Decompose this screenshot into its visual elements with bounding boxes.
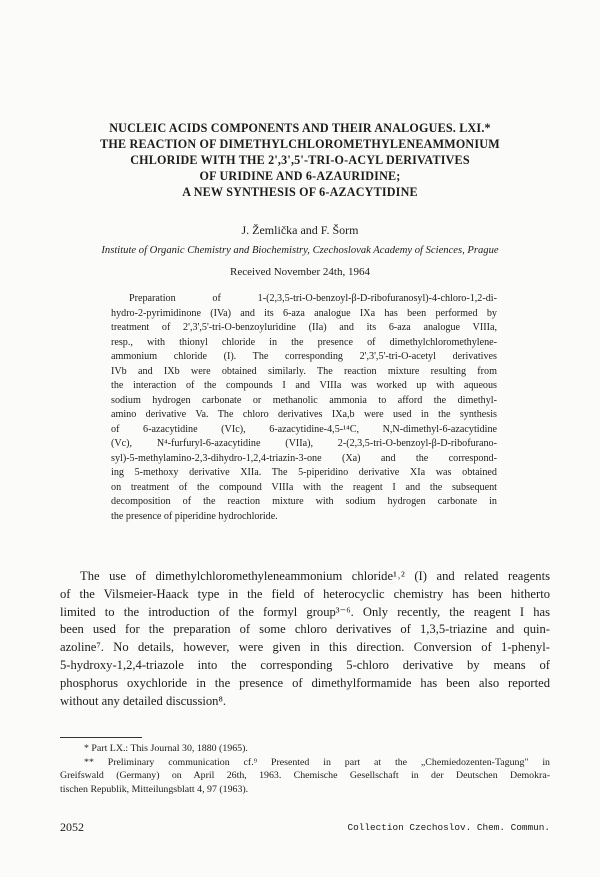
page-number: 2052 (60, 820, 84, 834)
abstract-line: hydro-2-pyrimidinone (IVa) and its 6-aza analogue IXa has been performed by (111, 307, 497, 319)
abstract-line: the interaction of the compounds I and VIIIa was worked up with aqueous (111, 380, 497, 391)
title-line: NUCLEIC ACIDS COMPONENTS AND THEIR ANALOGUES. LXI.* (109, 121, 491, 135)
abstract-line: on treatment of the compound VIIIa with the reagent I and the subsequent (111, 481, 497, 493)
abstract-line: the presence of piperidine hydrochloride. (111, 510, 278, 522)
abstract-line: amino derivative Va. The chloro derivatives IXa,b were used in the synthesis (111, 409, 497, 420)
body-line: limited to the introduction of the formyl group³⁻⁶. Only recently, the reagent I has (60, 604, 550, 619)
footnote-divider (60, 737, 142, 738)
abstract-line: of 6-azacytidine (VIc), 6-azacytidine-4,5-¹⁴C, N,N-dimethyl-6-azacytidine (111, 423, 497, 435)
received-date: Received November 24th, 1964 (230, 266, 370, 278)
article-title (60, 120, 540, 200)
body-line: phosphorus oxychloride in the presence of dimethylformamide has been also reported (60, 675, 550, 690)
footnote-line: Greifswald (Germany) on April 26th, 1963. Chemische Gesellschaft in der Deutschen Demokra- (60, 770, 550, 782)
abstract-line: resp., with thionyl chloride in the presence of dimethylchloromethylene- (111, 336, 497, 348)
abstract-line: decomposition of the reaction mixture with sodium hydrogen carbonate in (111, 496, 497, 507)
footnote-line: tischen Republik, Mitteilungsblatt 4, 97 (1963). (60, 783, 249, 795)
abstract (111, 292, 497, 524)
body-text (60, 568, 550, 710)
abstract-line: syl)-5-methylamino-2,3-dihydro-1,2,4-triazin-3-one (Xa) and the correspond- (111, 452, 497, 464)
body-line: 5-hydroxy-1,2,4-triazole into the corresponding 5-chloro derivative by means of (60, 657, 550, 672)
title-line: CHLORIDE WITH THE 2',3',5'-TRI-O-ACYL DERIVATIVES (130, 153, 470, 167)
title-line: OF URIDINE AND 6-AZAURIDINE; (199, 169, 401, 183)
body-line: azoline⁷. No details, however, were given in this direction. Conversion of 1-phenyl- (60, 640, 550, 655)
footnote-line: ** Preliminary communication cf.⁹ Presented in part at the „Chemiedozenten-Tagung" in (84, 756, 550, 768)
journal-footer: Collection Czechoslov. Chem. Commun. (347, 822, 550, 833)
abstract-line: ing 5-methoxy derivative XIIa. The 5-piperidino derivative XIa was obtained (111, 467, 497, 478)
body-line: been used for the preparation of some chloro derivatives of 1,3,5-triazine and quin- (60, 622, 550, 637)
abstract-line: Preparation of 1-(2,3,5-tri-O-benzoyl-β-D-ribofuranosyl)-4-chloro-1,2-di- (129, 293, 497, 304)
abstract-line: sodium hydrogen carbonate or methanolic ammonia to afford the dimethyl- (111, 394, 497, 406)
footnote-line: * Part LX.: This Journal 30, 1880 (1965). (84, 743, 248, 754)
authors: J. Žemlička and F. Šorm (241, 223, 359, 237)
title-line: THE REACTION OF DIMETHYLCHLOROMETHYLENEAMMONIUM (100, 137, 500, 151)
body-line: of the Vilsmeier-Haack type in the field of heterocyclic chemistry has been hitherto (60, 586, 550, 601)
abstract-line: (Vc), N⁴-furfuryl-6-azacytidine (VIIa), 2-(2,3,5-tri-O-benzoyl-β-D-ribofurano- (111, 438, 497, 449)
abstract-line: treatment of 2',3',5'-tri-O-benzoyluridine (IIa) and its 6-aza analogue VIIIa, (111, 322, 497, 333)
abstract-line: IVb and IXb were obtained similarly. The reaction mixture resulting from (111, 365, 497, 377)
body-line: The use of dimethylchloromethyleneammonium chloride¹˒² (I) and related reagents (80, 569, 550, 583)
title-line: A NEW SYNTHESIS OF 6-AZACYTIDINE (182, 185, 418, 199)
abstract-line: ammonium chloride (I). The corresponding 2',3',5'-tri-O-acetyl derivatives (111, 351, 497, 362)
affiliation: Institute of Organic Chemistry and Biochemistry, Czechoslovak Academy of Sciences, Prague (101, 245, 499, 256)
footnotes (60, 742, 550, 796)
body-line: without any detailed discussion⁸. (60, 693, 226, 708)
